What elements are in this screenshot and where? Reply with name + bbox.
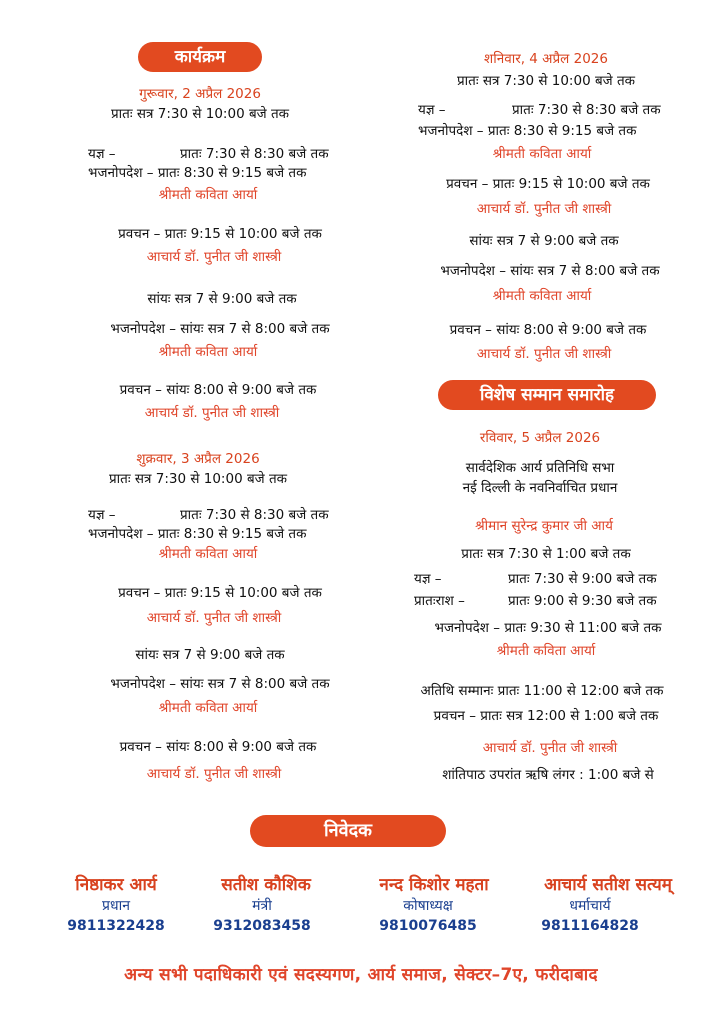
day4-breakfast-label: प्रातःराश –	[414, 593, 465, 609]
day3-yagya-time: प्रातः 7:30 से 8:30 बजे तक	[512, 102, 661, 118]
day1-speaker1: श्रीमती कविता आर्या	[158, 187, 258, 203]
organizer-name: निष्ठाकर आर्य	[75, 875, 157, 895]
organizer-name: आचार्य सतीश सत्यम्	[544, 875, 672, 895]
day4-line2: नई दिल्ली के नवनिर्वाचित प्रधान	[462, 480, 618, 496]
day3-eve-bhajan: भजनोपदेश – सांयः सत्र 7 से 8:00 बजे तक	[440, 263, 660, 279]
day4-bhajan: भजनोपदेश – प्रातः 9:30 से 11:00 बजे तक	[434, 620, 662, 636]
appeal-heading: निवेदक	[250, 815, 446, 847]
day3-eve-session: सांयः सत्र 7 से 9:00 बजे तक	[469, 233, 619, 249]
day2-yagya-label: यज्ञ –	[88, 507, 116, 523]
day2-session: प्रातः सत्र 7:30 से 10:00 बजे तक	[108, 471, 288, 487]
organizer-role: धर्माचार्य	[569, 898, 611, 914]
day3-bhajan: भजनोपदेश – प्रातः 8:30 से 9:15 बजे तक	[418, 123, 637, 139]
day2-date: शुक्रवार, 3 अप्रैल 2026	[136, 451, 260, 467]
day2-eve-session: सांयः सत्र 7 से 9:00 बजे तक	[135, 647, 285, 663]
organizer-role: मंत्री	[252, 898, 272, 914]
day1-speaker4: आचार्य डॉ. पुनीत जी शास्त्री	[144, 405, 280, 421]
day3-speaker4: आचार्य डॉ. पुनीत जी शास्त्री	[476, 346, 612, 362]
organizer-phone: 9811322428	[67, 918, 165, 934]
day2-pravachan: प्रवचन – प्रातः 9:15 से 10:00 बजे तक	[118, 585, 322, 601]
day1-eve-bhajan: भजनोपदेश – सांयः सत्र 7 से 8:00 बजे तक	[110, 321, 330, 337]
day4-closing: शांतिपाठ उपरांत ऋषि लंगर : 1:00 बजे से	[442, 767, 654, 783]
day3-yagya-label: यज्ञ –	[418, 102, 446, 118]
day3-pravachan: प्रवचन – प्रातः 9:15 से 10:00 बजे तक	[446, 176, 650, 192]
day2-yagya-time: प्रातः 7:30 से 8:30 बजे तक	[180, 507, 329, 523]
organizer-name: नन्द किशोर महता	[379, 875, 489, 895]
organizer-phone: 9312083458	[213, 918, 311, 934]
day1-bhajan: भजनोपदेश – प्रातः 8:30 से 9:15 बजे तक	[88, 165, 307, 181]
day1-yagya-time: प्रातः 7:30 से 8:30 बजे तक	[180, 146, 329, 162]
day4-yagya-time: प्रातः 7:30 से 9:00 बजे तक	[508, 571, 657, 587]
day4-guest: श्रीमान सुरेन्द्र कुमार जी आर्य	[475, 518, 613, 534]
day1-eve-session: सांयः सत्र 7 से 9:00 बजे तक	[147, 291, 297, 307]
day4-session: प्रातः सत्र 7:30 से 1:00 बजे तक	[461, 546, 631, 562]
day3-eve-pravachan: प्रवचन – सांयः 8:00 से 9:00 बजे तक	[449, 322, 647, 338]
day1-session: प्रातः सत्र 7:30 से 10:00 बजे तक	[110, 106, 290, 122]
organizer-name: सतीश कौशिक	[221, 875, 311, 895]
day2-speaker4: आचार्य डॉ. पुनीत जी शास्त्री	[146, 766, 282, 782]
day4-pravachan: प्रवचन – प्रातः सत्र 12:00 से 1:00 बजे तक	[433, 708, 659, 724]
day4-date: रविवार, 5 अप्रैल 2026	[479, 430, 601, 446]
special-ceremony-heading: विशेष सम्मान समारोह	[438, 380, 656, 410]
day3-session: प्रातः सत्र 7:30 से 10:00 बजे तक	[456, 73, 636, 89]
day2-speaker1: श्रीमती कविता आर्या	[158, 546, 258, 562]
day1-speaker3: श्रीमती कविता आर्या	[158, 344, 258, 360]
day4-yagya-label: यज्ञ –	[414, 571, 442, 587]
day1-speaker2: आचार्य डॉ. पुनीत जी शास्त्री	[146, 249, 282, 265]
day2-bhajan: भजनोपदेश – प्रातः 8:30 से 9:15 बजे तक	[88, 526, 307, 542]
day4-breakfast-time: प्रातः 9:00 से 9:30 बजे तक	[508, 593, 657, 609]
day1-date: गुरूवार, 2 अप्रैल 2026	[139, 86, 261, 102]
day4-guest-honour: अतिथि सम्मानः प्रातः 11:00 से 12:00 बजे तक	[420, 683, 664, 699]
organizer-role: प्रधान	[102, 898, 130, 914]
day4-speaker1: श्रीमती कविता आर्या	[496, 643, 596, 659]
organizer-phone: 9810076485	[379, 918, 477, 934]
day3-speaker3: श्रीमती कविता आर्या	[492, 288, 592, 304]
day4-line1: सार्वदेशिक आर्य प्रतिनिधि सभा	[465, 460, 615, 476]
day3-speaker1: श्रीमती कविता आर्या	[492, 146, 592, 162]
day1-eve-pravachan: प्रवचन – सांयः 8:00 से 9:00 बजे तक	[119, 382, 317, 398]
day1-yagya-label: यज्ञ –	[88, 146, 116, 162]
day2-speaker3: श्रीमती कविता आर्या	[158, 700, 258, 716]
day2-eve-bhajan: भजनोपदेश – सांयः सत्र 7 से 8:00 बजे तक	[110, 676, 330, 692]
day4-speaker2: आचार्य डॉ. पुनीत जी शास्त्री	[482, 740, 618, 756]
day2-eve-pravachan: प्रवचन – सांयः 8:00 से 9:00 बजे तक	[119, 739, 317, 755]
organizer-role: कोषाध्यक्ष	[403, 898, 453, 914]
organizer-phone: 9811164828	[541, 918, 639, 934]
day3-date: शनिवार, 4 अप्रैल 2026	[484, 51, 608, 67]
day2-speaker2: आचार्य डॉ. पुनीत जी शास्त्री	[146, 610, 282, 626]
day3-speaker2: आचार्य डॉ. पुनीत जी शास्त्री	[476, 201, 612, 217]
program-heading: कार्यक्रम	[138, 42, 262, 72]
day1-pravachan: प्रवचन – प्रातः 9:15 से 10:00 बजे तक	[118, 226, 322, 242]
footer-note: अन्य सभी पदाधिकारी एवं सदस्यगण, आर्य समाज, सेक्टर–7ए, फरीदाबाद	[124, 965, 598, 985]
